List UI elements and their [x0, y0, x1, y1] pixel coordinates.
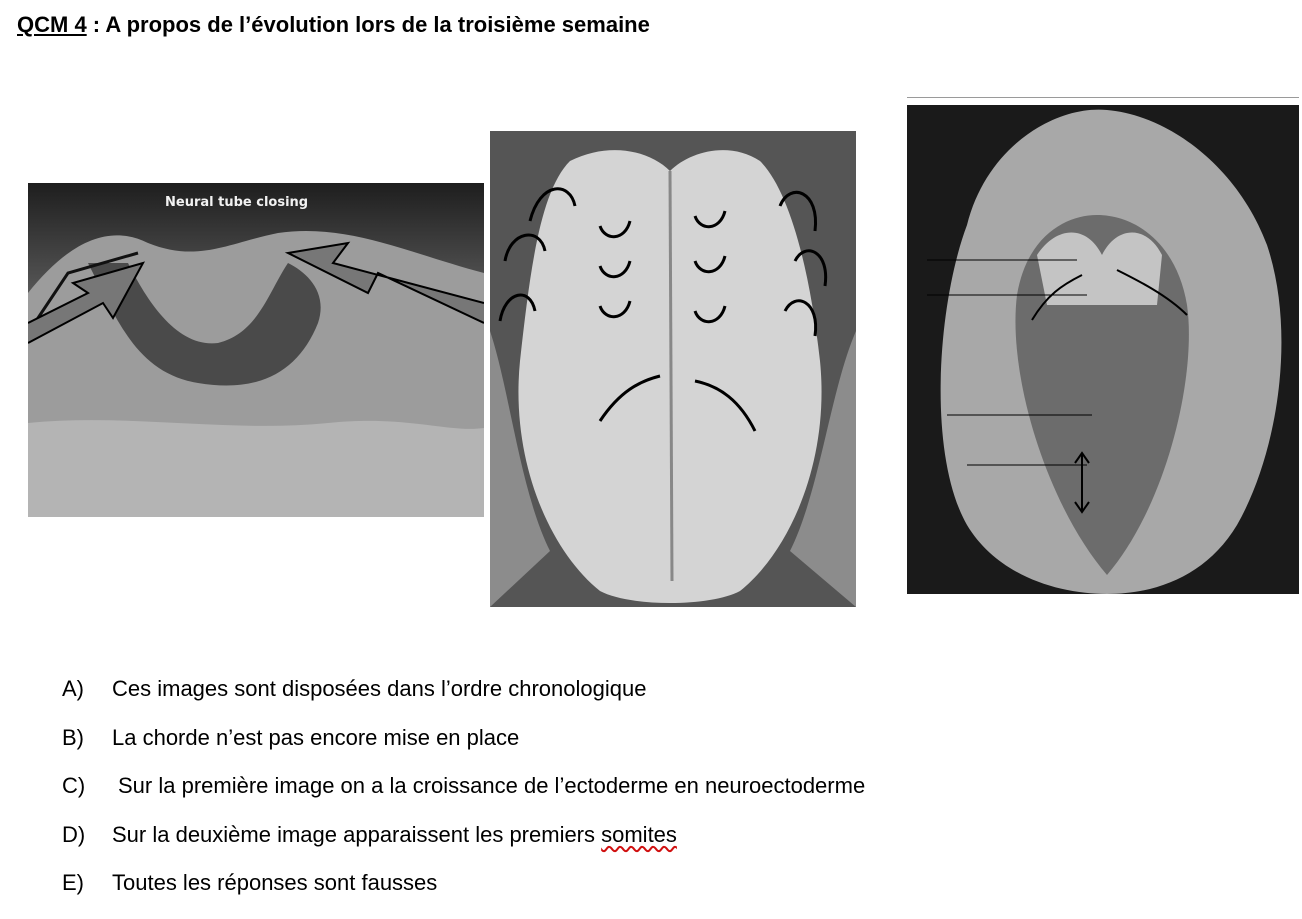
answer-text: La chorde n’est pas encore mise en place: [112, 724, 520, 750]
answer-a: [62, 676, 865, 725]
answer-text: Ces images sont disposées dans l’ordre chronologique: [112, 676, 647, 701]
question-number: QCM 4: [17, 12, 87, 37]
answer-letter: D): [62, 821, 86, 847]
spellcheck-flagged-word: somites: [601, 821, 677, 847]
answer-text: Sur la première image on a la croissance de l’ectoderme en neuroectoderme: [118, 773, 866, 798]
answer-text-part: Sur la deuxième image apparaissent les premiers: [112, 821, 602, 847]
embryo-dorsal-view-micrograph: [490, 131, 856, 607]
question-title: [17, 12, 650, 38]
figure-caption: Neural tube closing: [165, 195, 309, 210]
answer-letter: A): [62, 676, 84, 701]
embryo-folds-drawing: [907, 105, 1299, 594]
answer-text: Toutes les réponses sont fausses: [112, 870, 438, 895]
neural-tube-drawing: [28, 183, 484, 517]
answer-e: [62, 870, 865, 919]
answer-c: [62, 773, 865, 822]
answer-letter: C): [62, 773, 86, 798]
answer-b: [62, 725, 865, 774]
answer-text: [112, 822, 677, 848]
question-heading: : A propos de l’évolution lors de la troisième semaine: [86, 12, 650, 37]
embryo-arrows-drawing: [490, 131, 856, 607]
answer-letter: B): [62, 724, 84, 750]
answer-d: [62, 822, 865, 871]
answer-list: [62, 676, 865, 919]
answer-letter: E): [62, 870, 84, 895]
embryo-neural-folds-micrograph: [907, 105, 1299, 594]
figure-top-rule: [907, 97, 1299, 98]
neural-tube-micrograph: [28, 183, 484, 517]
